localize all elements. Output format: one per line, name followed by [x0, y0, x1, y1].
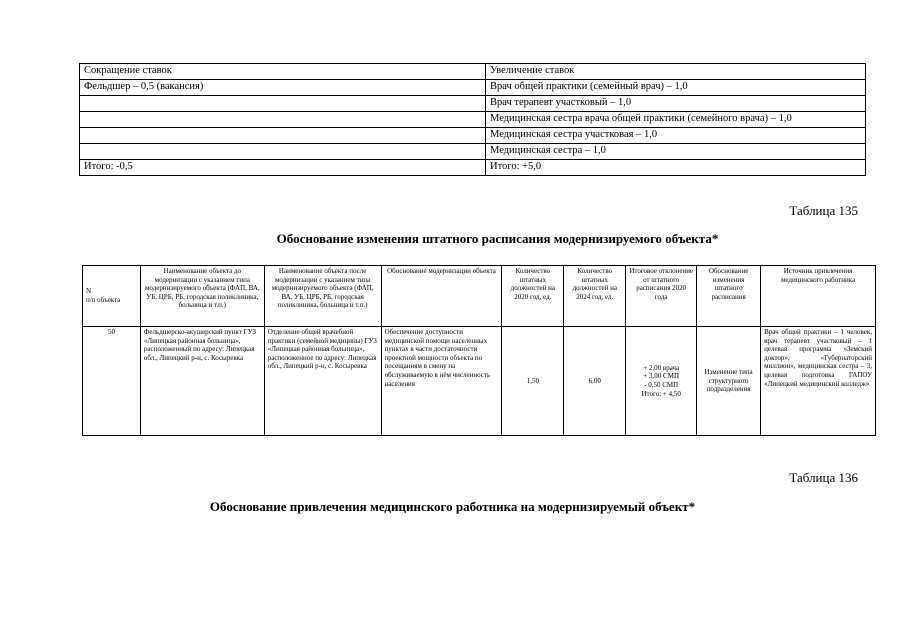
column-header-source: Источник привлечения медицинского работника: [761, 266, 876, 327]
table-cell: [80, 144, 486, 160]
deviation-cell: [626, 327, 697, 436]
justification-table: [82, 265, 876, 436]
column-header-reduction: Сокращение ставок: [80, 64, 486, 80]
table-cell: [80, 96, 486, 112]
table-cell: Фельдшер – 0,5 (вакансия): [80, 80, 486, 96]
table-cell: Врач общей практики (семейный врач) – 1,0: [486, 80, 866, 96]
count-2020: 1,50: [502, 327, 564, 436]
table-title-135: Обоснование изменения штатного расписания модернизируемого объекта*: [276, 231, 719, 246]
table-number-135: Таблица 135: [789, 203, 858, 218]
column-header-before: Наименование объекта до модернизации с указанием типа модернизируемого объекта (ФАП, ВА, УБ, ЦРБ, РБ, городская поликлиника, больница и т.п.): [140, 266, 264, 327]
column-header-change-reason: Обоснование изменения штатного расписания: [697, 266, 761, 327]
table-row: [80, 112, 866, 128]
column-header-count-2020: Количество штатных должностей на 2020 год, ед.: [502, 266, 564, 327]
table-cell: Медицинская сестра участковая – 1,0: [486, 128, 866, 144]
table-cell: [80, 112, 486, 128]
table-cell: Врач терапевт участковый – 1,0: [486, 96, 866, 112]
count-2024: 6,00: [564, 327, 626, 436]
deviation-line: + 2,00 врача: [643, 363, 680, 372]
column-header-increase: Увеличение ставок: [486, 64, 866, 80]
table-header-row: [83, 266, 876, 327]
table-row: [80, 128, 866, 144]
modernization-justification: Обеспечение доступности медицинской помощи населенных пунктах в части достаточности проектной мощности объекта по посещаниям в смену на обслуживаемую в нём численность населения: [381, 327, 502, 436]
worker-source: Врач общей практики – 1 человек, врач терапевт участковый – 1 целевая программа «Земский доктор», «Губернаторский миллион», медицинская сестра – 3, целевая подготовка ГАПОУ «Липецкий медицинский колледж»: [761, 327, 876, 436]
object-number: 50: [83, 327, 141, 436]
table-row: [80, 80, 866, 96]
table-row: [80, 144, 866, 160]
column-header-after: Наименование объекта после модернизации с указанием типа модернизируемого объекта (ФАП, ВА, УБ, ЦРБ, РБ, городская поликлиника, больница и т.п.): [264, 266, 381, 327]
table-title-136: Обоснование привлечения медицинского работника на модернизируемый объект*: [209, 499, 696, 514]
table-cell: Медицинская сестра врача общей практики (семейного врача) – 1,0: [486, 112, 866, 128]
deviation-total: Итого: + 4,50: [641, 389, 681, 398]
column-header-deviation: Итоговое отклонение от штатного расписания 2020 года: [626, 266, 697, 327]
table-total-row: [80, 160, 866, 176]
total-increase: Итого: +5,0: [486, 160, 866, 176]
change-reason: Изменение типа структурного подразделения: [697, 327, 761, 436]
table-cell: Медицинская сестра – 1,0: [486, 144, 866, 160]
column-header-justification: Обоснование модернизации объекта: [381, 266, 502, 327]
table-cell: [80, 128, 486, 144]
deviation-line: + 3,00 СМП: [643, 372, 680, 381]
staffing-change-table: [79, 63, 866, 176]
table-header-row: [80, 64, 866, 80]
object-before: Фельдшерско-акушерский пункт ГУЗ «Липецкая районная больница», расположенный по адресу: Липецкая обл., Липецкий р-н, с. Косыревка: [140, 327, 264, 436]
table-row: [80, 96, 866, 112]
table-number-136: Таблица 136: [789, 470, 858, 485]
column-header-number: N п/п объекта: [83, 266, 141, 327]
table-row: [83, 327, 876, 436]
column-header-count-2024: Количество штатных должностей на 2024 год, ед.: [564, 266, 626, 327]
object-after: Отделение общей врачебной практики (семейной медицины) ГУЗ «Липецкая районная больница», расположенное по адресу: Липецкая обл., Липецкий р-н, с. Косыревка: [264, 327, 381, 436]
total-reduction: Итого: -0,5: [80, 160, 486, 176]
deviation-line: - 0,50 СМП: [644, 381, 679, 389]
